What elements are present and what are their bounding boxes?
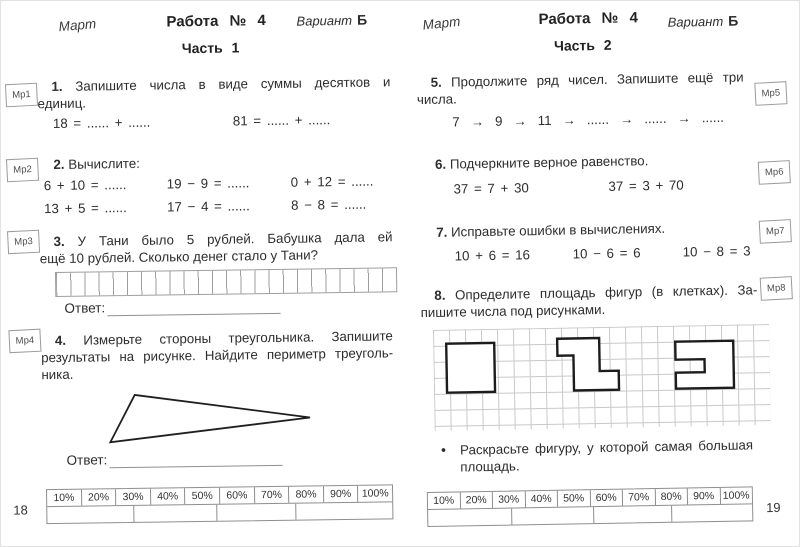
- task6-title: 6. Подчеркните верное равенство.: [434, 153, 649, 172]
- number-sequence: [452, 110, 724, 130]
- score-scale-left: [46, 484, 393, 524]
- scale-cell: 60%: [590, 490, 623, 507]
- month-label: Март: [421, 13, 461, 33]
- page-number-left: 18: [13, 502, 28, 518]
- work-title: Работа № 4: [166, 12, 266, 31]
- page-number-right: 19: [765, 499, 781, 516]
- variant-value: Б: [728, 12, 739, 29]
- task6-eq1: 37 = 7 + 30: [453, 180, 529, 197]
- work-title: Работа № 4: [538, 9, 638, 29]
- task1-text: [37, 73, 390, 112]
- task4-answer-label: Ответ:: [66, 452, 108, 468]
- scale-cell: 60%: [220, 487, 255, 503]
- scale-cell: 80%: [655, 489, 688, 506]
- task4-text: [41, 327, 394, 383]
- area-figures-grid: [433, 324, 771, 431]
- margin-mark-mp7: Мр7: [759, 219, 792, 244]
- task5-line1: Продолжите ряд чисел. Запишите ещё три: [450, 69, 744, 90]
- seq-value: 7: [452, 114, 460, 130]
- task1-line1: Запишите числа в виде суммы десятков и: [75, 74, 391, 94]
- figure-l-shape: [557, 338, 619, 391]
- scale-mark-cell: [428, 509, 513, 526]
- task5-text: [416, 68, 744, 108]
- seq-blank: ......: [701, 109, 725, 126]
- task3-line2: ещё 10 рублей. Сколько денег стало у Тани?: [39, 247, 319, 267]
- variant-label: Вариант: [667, 13, 724, 30]
- scale-mark-cell: [47, 506, 134, 523]
- scale-cell: 50%: [185, 488, 220, 504]
- scale-mark-cell: [513, 507, 595, 524]
- bullet-line1: Раскрасьте фигуру, у которой самая большая: [459, 437, 754, 458]
- scale-mark-cell: [217, 504, 297, 521]
- area-figures: [433, 324, 771, 431]
- task2-eq-r2c2: 17 − 4 = ......: [166, 198, 250, 215]
- arrow-icon: →: [470, 114, 485, 130]
- task2-eq-r1c3: 0 + 12 = ......: [290, 173, 374, 190]
- variant: [296, 12, 367, 29]
- task2-eq-r1c1: 6 + 10 = ......: [43, 177, 127, 194]
- figure-c-shape: [675, 341, 734, 389]
- task2-eq-r2c3: 8 − 8 = ......: [290, 196, 367, 213]
- task3-line1: У Тани было 5 рублей. Бабушка дала ей: [77, 229, 393, 249]
- scale-mark-cell: [296, 502, 392, 519]
- task7-eq2: 10 − 6 = 6: [572, 245, 641, 262]
- task2-number: 2.: [53, 156, 65, 173]
- arrow-icon: →: [513, 113, 527, 129]
- task8-number: 8.: [434, 287, 446, 303]
- task1-blank-left: 18 = ...... + ......: [52, 114, 151, 132]
- scale-cell: 90%: [324, 486, 359, 502]
- task5-line2: числа.: [416, 91, 457, 108]
- task7-number: 7.: [436, 224, 448, 240]
- scale-mark-cell: [594, 506, 672, 523]
- scale-cell: 100%: [361, 487, 389, 500]
- scale-cell: 50%: [558, 490, 591, 507]
- task3-number: 3.: [53, 233, 65, 250]
- margin-mark-mp3: Мр3: [7, 230, 40, 255]
- score-scale-right: [427, 486, 754, 527]
- task7-title: 7. Исправьте ошибки в вычислениях.: [436, 220, 666, 240]
- scale-mark-cell: [672, 504, 753, 521]
- task5-number: 5.: [430, 74, 442, 90]
- scale-mark-cell: [134, 505, 217, 522]
- scale-cell: 20%: [460, 492, 493, 509]
- scale-cell: 100%: [722, 489, 750, 502]
- task1-blank-right: 81 = ...... + ......: [232, 112, 331, 129]
- task2-eq-r1c2: 19 − 9 = ......: [166, 175, 250, 192]
- task8-text: [420, 281, 758, 321]
- bullet-icon: •: [440, 441, 447, 458]
- variant-value: Б: [356, 11, 368, 28]
- answer-grid-strip: [55, 267, 397, 297]
- bullet-task-text: [460, 436, 754, 475]
- margin-mark-mp4: Мр4: [8, 329, 41, 354]
- seq-blank: ......: [586, 111, 610, 128]
- task6-number: 6.: [434, 156, 447, 172]
- task4-line2: результаты на рисунке. Найдите периметр треуголь-: [41, 345, 394, 366]
- seq-blank: ......: [644, 110, 667, 127]
- scale-cell: 30%: [116, 489, 151, 505]
- scale-cell: 70%: [623, 489, 656, 506]
- margin-mark-mp8: Мр8: [760, 276, 793, 301]
- margin-mark-mp1: Мр1: [5, 83, 38, 108]
- scale-cell: 40%: [525, 491, 558, 508]
- task3-answer-line: [108, 313, 281, 316]
- task1-line2: единиц.: [37, 95, 87, 112]
- scale-cell: 10%: [428, 492, 461, 509]
- task6-eq2: 37 = 3 + 70: [608, 177, 684, 194]
- part-label: Часть 2: [553, 36, 612, 54]
- task3-answer-label: Ответ:: [64, 300, 106, 316]
- right-page: [395, 0, 800, 547]
- task8-line2: пишите числа под рисунками.: [420, 301, 606, 321]
- scale-cell: 70%: [255, 487, 290, 503]
- scale-cell: 10%: [47, 490, 82, 506]
- task1-number: 1.: [51, 78, 63, 95]
- margin-mark-mp5: Мр5: [754, 81, 787, 106]
- margin-mark-mp2: Мр2: [6, 158, 39, 183]
- scale-cell: 80%: [289, 486, 324, 502]
- task7-eq1: 10 + 6 = 16: [454, 247, 531, 264]
- task2-eq-r2c1: 13 + 5 = ......: [43, 200, 127, 217]
- task2-title: 2. Вычислите:: [53, 155, 141, 173]
- variant: [667, 13, 738, 30]
- task4-line3: ника.: [41, 366, 74, 383]
- task4-answer-line: [110, 465, 283, 468]
- scale-cell: 20%: [82, 489, 117, 505]
- arrow-icon: →: [619, 111, 634, 127]
- scale-cell: 90%: [688, 488, 721, 505]
- triangle-figure: [90, 386, 331, 451]
- task4-number: 4.: [54, 332, 67, 349]
- variant-label: Вариант: [296, 12, 353, 29]
- month-label: Март: [57, 16, 97, 35]
- scale-cell: 40%: [151, 488, 186, 504]
- figure-square: [446, 343, 495, 393]
- seq-value: 9: [494, 113, 503, 129]
- arrow-icon: →: [562, 112, 576, 128]
- arrow-icon: →: [677, 110, 691, 126]
- task7-eq3: 10 − 8 = 3: [682, 243, 751, 260]
- seq-value: 11: [537, 112, 552, 129]
- bullet-line2: площадь.: [460, 458, 520, 475]
- part-label: Часть 1: [181, 39, 240, 57]
- margin-mark-mp6: Мр6: [758, 160, 791, 185]
- task4-line1: Измерьте стороны треугольника. Запишите: [83, 328, 393, 348]
- task8-line1: Определите площадь фигур (в клетках). За-: [454, 282, 758, 303]
- scale-cell: 30%: [493, 491, 526, 508]
- task3-text: [39, 228, 392, 267]
